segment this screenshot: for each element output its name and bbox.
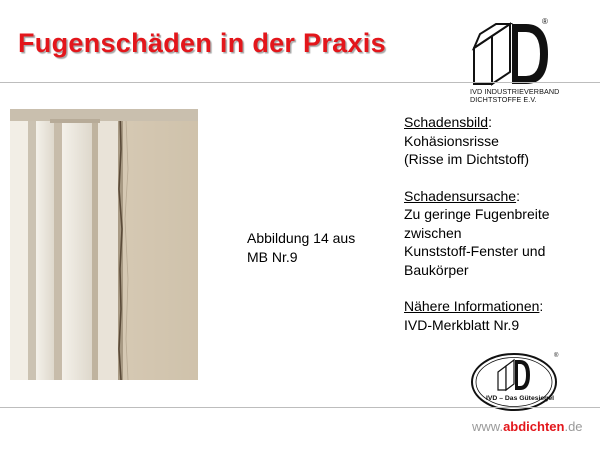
logo-caption-line2: DICHTSTOFFE E.V. <box>470 95 537 105</box>
footer-divider <box>0 407 600 408</box>
cause-line1: Zu geringe Fugenbreite <box>404 206 550 222</box>
header-divider <box>0 82 600 83</box>
seal-label: IVD – Das Gütesiegel <box>486 395 554 402</box>
more-info-heading-row <box>404 297 594 316</box>
page-title: Fugenschäden in der Praxis <box>18 28 386 58</box>
damage-heading: Schadensbild <box>404 114 489 130</box>
website-link[interactable] <box>472 419 583 434</box>
cause-line2: zwischen <box>404 224 462 241</box>
joint-damage-photo <box>10 109 198 380</box>
logo-caption-line1: IVD INDUSTRIEVERBAND <box>470 87 560 96</box>
website-prefix: www. <box>472 419 504 434</box>
more-info-colon: : <box>539 298 544 314</box>
more-info-heading: Nähere Informationen <box>404 298 540 314</box>
damage-info-panel <box>404 113 594 334</box>
website-suffix: .de <box>564 419 583 434</box>
cause-line3: Kunststoff-Fenster und <box>404 243 546 259</box>
cause-heading-row <box>404 187 594 206</box>
damage-line2: (Risse im Dichtstoff) <box>404 151 529 167</box>
cause-colon: : <box>516 187 520 204</box>
damage-heading-row <box>404 113 594 132</box>
figure-caption-line2: MB Nr.9 <box>247 249 298 265</box>
damage-line1: Kohäsionsrisse <box>404 132 499 149</box>
registered-mark: ® <box>542 17 548 26</box>
figure-caption <box>247 229 355 267</box>
seal-registered-mark: ® <box>554 353 559 359</box>
logo-caption <box>470 88 559 105</box>
website-highlight: abdichten <box>503 419 565 434</box>
figure-caption-line1: Abbildung 14 aus <box>247 230 356 246</box>
cause-line4: Baukörper <box>404 261 469 278</box>
more-info-line1: IVD-Merkblatt Nr.9 <box>404 316 520 333</box>
ivd-seal-logo <box>470 350 570 412</box>
cause-heading: Schadensursache <box>404 187 517 204</box>
damage-colon: : <box>488 114 492 130</box>
